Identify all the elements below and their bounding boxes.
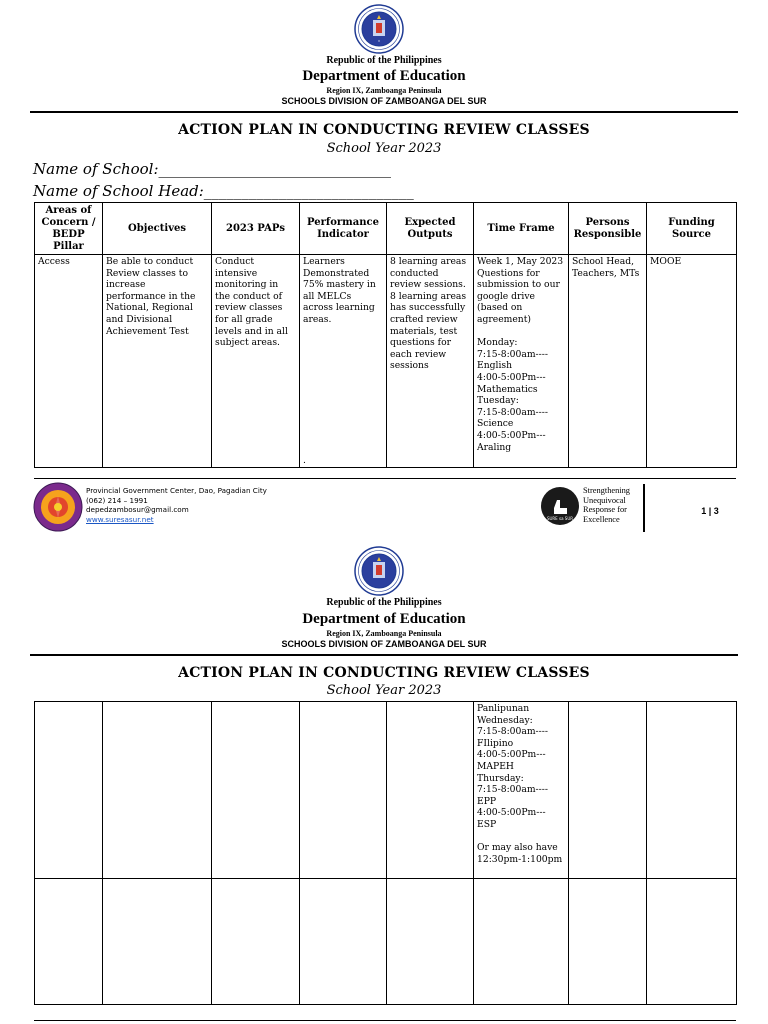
header-persons: Persons Responsible: [569, 203, 647, 255]
header-department: Department of Education: [302, 68, 466, 84]
cell-outputs: 8 learning areas conducted review sessions. 8 learning areas has successfully crafted review materials, test questions for each review sessions: [387, 255, 474, 468]
cell-funding: [647, 879, 737, 1005]
header-indicator: Performance Indicator: [300, 203, 387, 255]
cell-objectives: Be able to conduct Review classes to increase performance in the National, Regional and Divisional Achievement Test: [103, 255, 212, 468]
header-funding: Funding Source: [647, 203, 737, 255]
cell-objectives: [103, 702, 212, 879]
cell-paps: Conduct intensive monitoring in the conduct of review classes for all grade levels and in all subject areas.: [212, 255, 300, 468]
cell-outputs: [387, 879, 474, 1005]
cell-indicator-text: Learners Demonstrated 75% mastery in all MELCs across learning areas.: [303, 256, 376, 325]
header-republic: Republic of the Philippines: [326, 597, 442, 608]
header-divider: [30, 654, 738, 656]
svg-text:✶: ✶: [377, 39, 381, 43]
cell-funding: MOOE: [647, 255, 737, 468]
header-areas: Areas of Concern / BEDP Pillar: [35, 203, 103, 255]
cell-persons: [569, 702, 647, 879]
sus-logo-text: SURE sa SUR: [546, 516, 574, 521]
cell-funding: [647, 702, 737, 879]
header-paps: 2023 PAPs: [212, 203, 300, 255]
header-objectives: Objectives: [103, 203, 212, 255]
page-title: ACTION PLAN IN CONDUCTING REVIEW CLASSES: [178, 122, 590, 138]
header-division: SCHOOLS DIVISION OF ZAMBOANGA DEL SUR: [281, 96, 487, 106]
footer-email[interactable]: depedzambosur@gmail.com: [86, 505, 189, 515]
cell-paps: [212, 702, 300, 879]
footer-website-link[interactable]: www.suresasur.net: [86, 514, 154, 524]
school-name-field[interactable]: Name of School:_______________________________: [33, 160, 392, 178]
header-department: Department of Education: [302, 611, 466, 627]
table-row: [35, 879, 737, 1005]
deped-seal-icon: [354, 546, 404, 596]
cell-persons: [569, 879, 647, 1005]
cell-timeframe: Week 1, May 2023 Questions for submission to our google drive (based on agreement) Monday: 7:15-8:00am---- English 4:00-5:00Pm--- Mathematics Tuesday: 7:15-8:00am---- Science 4:00-5:00Pm--- Araling: [474, 255, 569, 468]
cell-area: [35, 702, 103, 879]
cell-indicator-dot: .: [303, 455, 306, 467]
header-outputs: Expected Outputs: [387, 203, 474, 255]
header-region: Region IX, Zamboanga Peninsula: [326, 86, 442, 95]
footer-divider: [34, 1020, 736, 1021]
header-republic: Republic of the Philippines: [326, 55, 442, 66]
cell-timeframe: Panlipunan Wednesday: 7:15-8:00am---- FIlipino 4:00-5:00Pm--- MAPEH Thursday: 7:15-8:00am---- EPP 4:00-5:00Pm--- ESP Or may also have 12:30pm-1:100pm: [474, 702, 569, 879]
cell-timeframe: [474, 879, 569, 1005]
motto-line-1: Strengthening: [583, 486, 630, 495]
cell-indicator: [300, 702, 387, 879]
footer-phone: (062) 214 – 1991: [86, 495, 148, 505]
school-year: School Year 2023: [326, 683, 442, 698]
school-head-field[interactable]: Name of School Head:____________________________: [33, 182, 414, 200]
cell-paps: [212, 879, 300, 1005]
action-plan-table-continued: [34, 701, 737, 1005]
header-timeframe: Time Frame: [474, 203, 569, 255]
motto-line-3: Response for: [583, 505, 627, 515]
cell-area: Access: [35, 255, 103, 468]
header-division: SCHOOLS DIVISION OF ZAMBOANGA DEL SUR: [281, 639, 487, 649]
cell-objectives: [103, 879, 212, 1005]
cell-area: [35, 879, 103, 1005]
table-row: [35, 702, 737, 879]
page-title: ACTION PLAN IN CONDUCTING REVIEW CLASSES: [178, 665, 590, 681]
motto-line-4: Excellence: [583, 514, 620, 524]
footer-address: Provincial Government Center, Dao, Pagadian City: [86, 486, 267, 495]
page-number: 1 | 3: [701, 506, 719, 516]
cell-persons: School Head, Teachers, MTs: [569, 255, 647, 468]
motto-line-2: Unequivocal: [583, 495, 626, 505]
cell-outputs: [387, 702, 474, 879]
school-year: School Year 2023: [326, 141, 442, 156]
header-region: Region IX, Zamboanga Peninsula: [326, 629, 442, 638]
cell-indicator: [300, 879, 387, 1005]
